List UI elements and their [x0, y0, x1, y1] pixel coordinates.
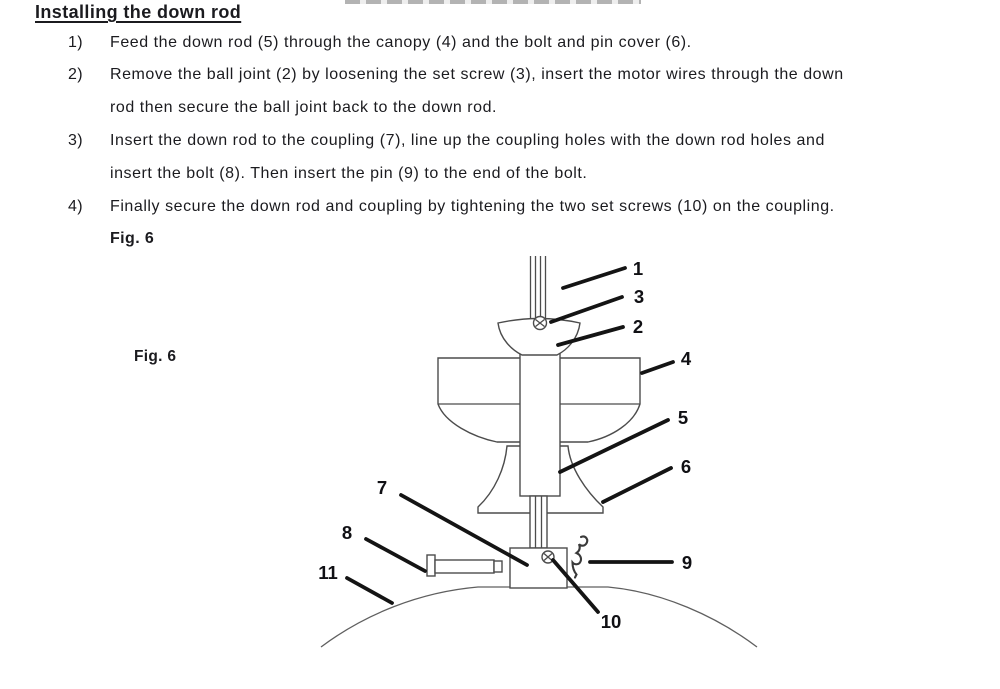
bolt-drawing	[427, 555, 502, 576]
part-label-6: 6	[680, 456, 692, 477]
instruction-line: insert the bolt (8). Then insert the pin (9) to the end of the bolt.	[110, 165, 588, 182]
down-rod-drawing	[520, 350, 560, 548]
instruction-line: rod then secure the ball joint back to the down rod.	[110, 99, 498, 116]
instruction-line: Remove the ball joint (2) by loosening the set screw (3), insert the motor wires through the down	[110, 66, 844, 83]
instruction-line: Feed the down rod (5) through the canopy (4) and the bolt and pin cover (6).	[110, 34, 692, 51]
part-label-11: 11	[318, 562, 338, 583]
part-label-10: 10	[600, 611, 622, 632]
figure-caption: Fig. 6	[110, 230, 155, 247]
part-label-5: 5	[677, 407, 689, 428]
motor-wires-drawing	[531, 256, 546, 319]
motor-housing-drawing	[321, 587, 757, 647]
part-label-7: 7	[376, 477, 388, 498]
part-label-2: 2	[632, 316, 644, 337]
figure-margin-label: Fig. 6	[134, 348, 177, 365]
list-number: 2)	[68, 66, 84, 83]
section-heading: Installing the down rod	[35, 2, 242, 22]
instruction-line: Insert the down rod to the coupling (7), line up the coupling holes with the down rod holes and	[110, 132, 825, 149]
part-label-8: 8	[341, 522, 353, 543]
list-number: 4)	[68, 198, 84, 215]
part-label-9: 9	[681, 552, 693, 573]
instruction-line: Finally secure the down rod and coupling by tightening the two set screws (10) on the coupling.	[110, 198, 835, 215]
pin-drawing	[573, 537, 588, 578]
part-label-3: 3	[633, 286, 645, 307]
part-label-1: 1	[632, 258, 644, 279]
set-screw-drawing	[534, 317, 547, 330]
list-number: 1)	[68, 34, 84, 51]
list-number: 3)	[68, 132, 84, 149]
part-label-4: 4	[680, 348, 692, 369]
part-number-labels	[318, 258, 692, 632]
